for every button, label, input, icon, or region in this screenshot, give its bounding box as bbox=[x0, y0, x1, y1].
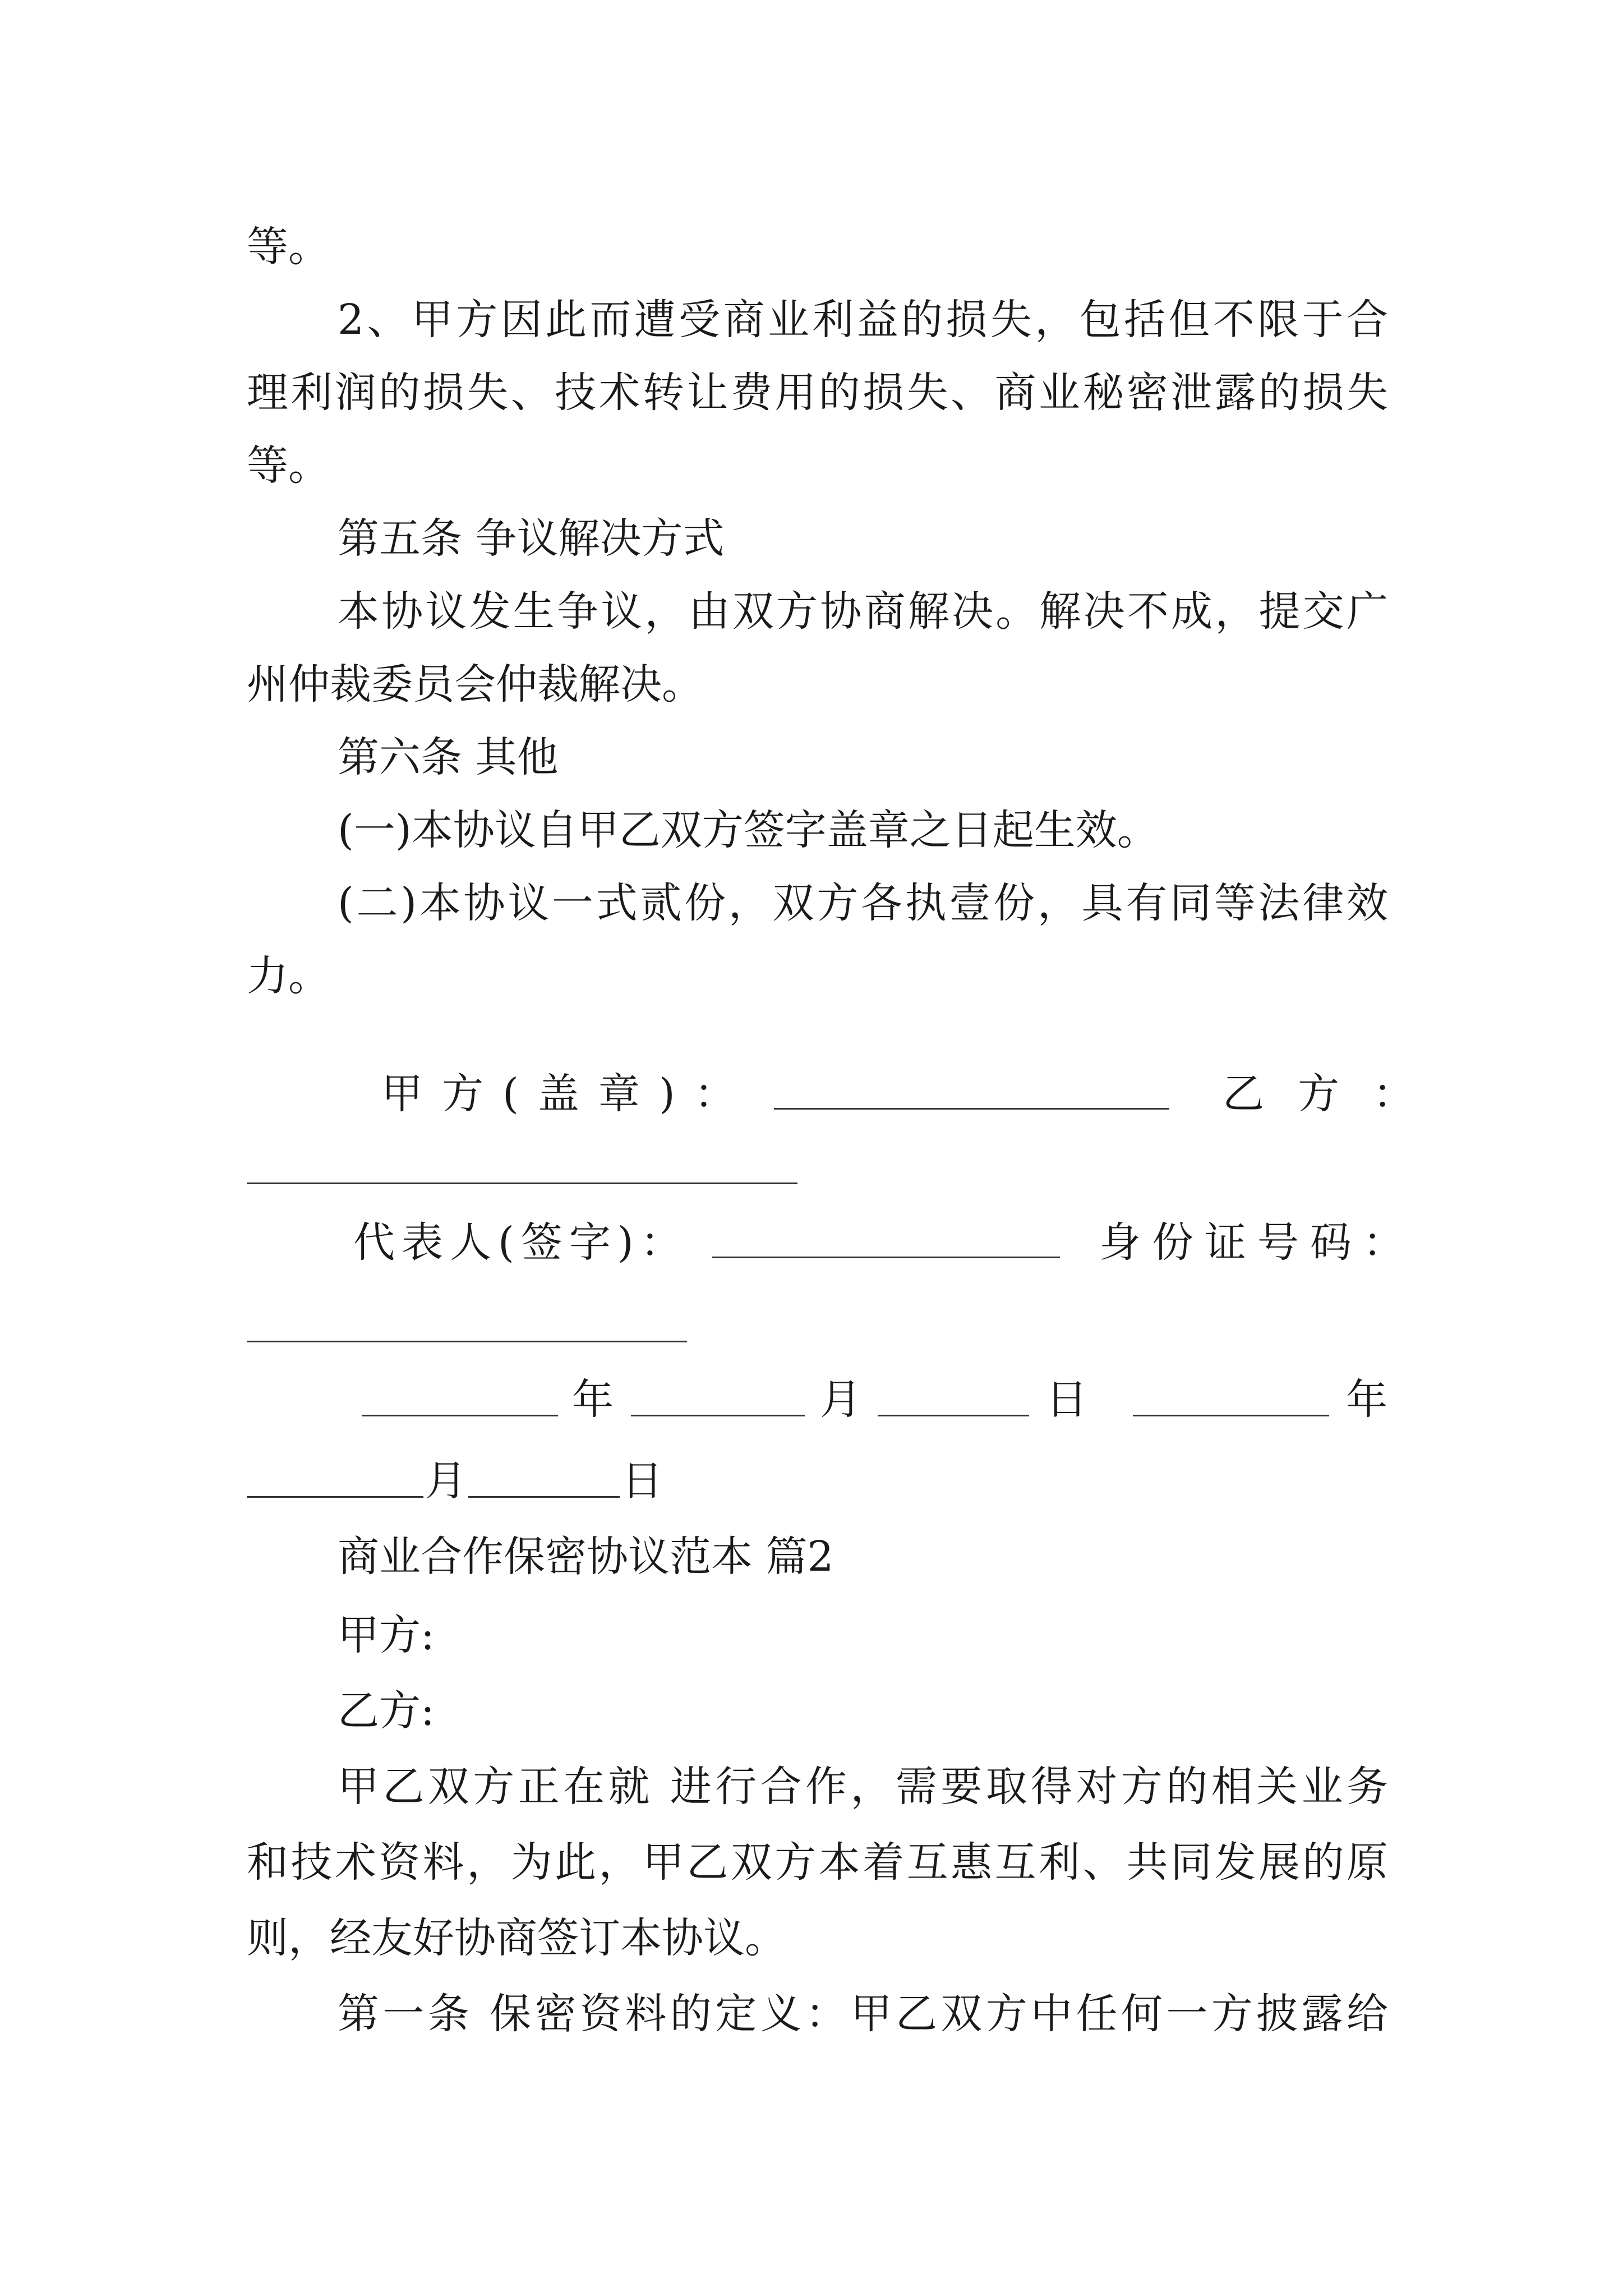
section-title: 商业合作保密协议范本 篇2 bbox=[338, 1533, 834, 1581]
month-blank-b bbox=[247, 1496, 423, 1498]
text-line: 2、甲方因此而遭受商业利益的损失，包括但不限于合 bbox=[338, 296, 1388, 344]
id-label: 身份证号码： bbox=[1099, 1218, 1415, 1267]
section-heading: 第五条 争议解决方式 bbox=[338, 514, 725, 563]
text-line: 本协议发生争议，由双方协商解决。解决不成，提交广 bbox=[338, 587, 1388, 636]
text-line: 力。 bbox=[247, 952, 330, 1000]
party-a-line: 甲方: bbox=[338, 1611, 435, 1659]
day-blank-a bbox=[878, 1415, 1029, 1416]
party-a-label: 甲方(盖章)： bbox=[381, 1070, 755, 1118]
text-line: 等。 bbox=[247, 223, 330, 271]
text-line: 理利润的损失、技术转让费用的损失、商业秘密泄露的损失 bbox=[247, 369, 1388, 417]
rep-blank bbox=[712, 1257, 1060, 1258]
day-label-b: 日 bbox=[621, 1457, 663, 1505]
text-line: 甲乙双方正在就 进行合作，需要取得对方的相关业务 bbox=[338, 1763, 1388, 1811]
party-b-line: 乙方: bbox=[338, 1687, 435, 1735]
year-label-a: 年 bbox=[572, 1375, 614, 1424]
rep-label: 代表人(签字)： bbox=[353, 1218, 689, 1267]
year-blank-a bbox=[362, 1415, 558, 1416]
year-label-b: 年 bbox=[1346, 1375, 1387, 1424]
month-label-a: 月 bbox=[820, 1375, 861, 1424]
text-line: 州仲裁委员会仲裁解决。 bbox=[247, 660, 703, 708]
text-line: 等。 bbox=[247, 441, 330, 490]
text-line: (二)本协议一式贰份，双方各执壹份，具有同等法律效 bbox=[338, 879, 1388, 927]
text-line: 则，经友好协商签订本协议。 bbox=[247, 1914, 786, 1962]
party-a-blank bbox=[774, 1108, 1169, 1110]
day-blank-b bbox=[468, 1496, 620, 1498]
party-b-label: 乙方： bbox=[1223, 1070, 1448, 1118]
text-line: 和技术资料，为此，甲乙双方本着互惠互利、共同发展的原 bbox=[247, 1838, 1388, 1887]
signature-row-rep bbox=[247, 1212, 1415, 1273]
party-b-blank bbox=[247, 1182, 797, 1184]
date-row-1 bbox=[247, 1369, 1388, 1430]
year-blank-b bbox=[1133, 1415, 1329, 1416]
signature-row-party bbox=[247, 1063, 1448, 1125]
text-line: (一)本协议自甲乙双方签字盖章之日起生效。 bbox=[338, 806, 1159, 854]
month-label-b: 月 bbox=[425, 1457, 467, 1505]
section-heading: 第六条 其他 bbox=[338, 733, 559, 781]
day-label-a: 日 bbox=[1046, 1375, 1087, 1424]
id-blank bbox=[247, 1341, 687, 1342]
text-line: 第一条 保密资料的定义：甲乙双方中任何一方披露给 bbox=[338, 1990, 1388, 2038]
month-blank-a bbox=[631, 1415, 805, 1416]
date-row-2 bbox=[247, 1450, 1388, 1512]
